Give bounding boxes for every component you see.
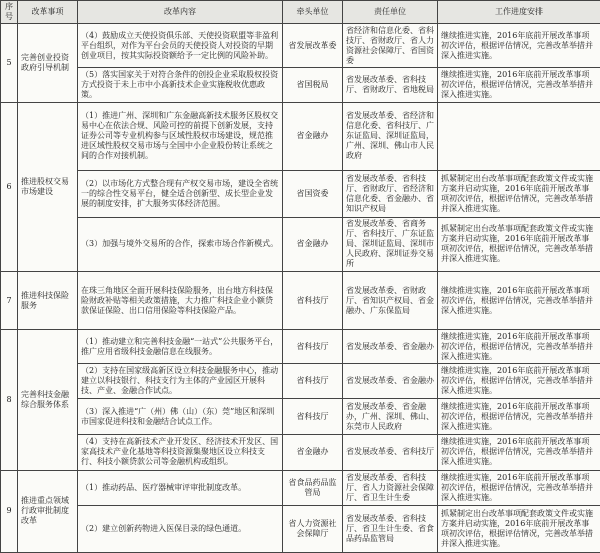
- progress-plan: 抓紧制定出台改革事项配套政策文件或实施方案并启动实施，2016年底前开展改革事项初次评估，根据评估情况，完善改革举措并深入推进实施。: [438, 505, 600, 552]
- reform-content: （4）支持在高新技术产业开发区、经济技术开发区、国家高技术产业化基地等科技资源集聚地区设立科技支行、科技小额贷款公司等金融机构或组织。: [78, 435, 283, 471]
- responsible-units: 省发展改革委、省科技厅、省财政厅、省经济和信息化委、省金融办、省知识产权局: [343, 170, 438, 217]
- lead-unit: 省人力资源社会保障厅: [283, 505, 343, 552]
- reform-item: 完善科技金融综合服务体系: [18, 330, 78, 470]
- header-item: 改革事项: [18, 1, 78, 24]
- header-progress: 工作进度安排: [438, 1, 600, 24]
- progress-plan: 抓紧制定出台改革事项配套政策文件或实施方案并启动实施，2016年底前开展改革事项初次评估，根据评估情况，完善改革举措并深入推进实施。: [438, 170, 600, 217]
- reform-content: （5）落实国家关于对符合条件的创投企业采取股权投资方式投资于未上市中小高新技术企业实施税收优惠政策。: [78, 68, 283, 103]
- table-row: [1, 399, 600, 435]
- reform-content: （3）加强与境外交易所的合作，探索市场合作新模式。: [78, 217, 283, 271]
- progress-plan: [438, 102, 600, 170]
- responsible-units: 省发展改革委、省金融办，广州、深圳、佛山、东莞市人民政府: [343, 399, 438, 435]
- row-number: 5: [1, 24, 18, 103]
- reform-item: 完善创业投资政府引导机制: [18, 24, 78, 103]
- reform-content: （1）推进广州、深圳和广东金融高新技术服务区股权交易中心在依法合规、风险可控的前提下创新发展，支持证券公司等专业机构参与区域性股权市场建设，规范推进区域性股权交易市场与全国中小企业股份转让系统之间的合作对接机制。: [78, 102, 283, 170]
- row-number: 6: [1, 102, 18, 271]
- header-resp: 责任单位: [343, 1, 438, 24]
- responsible-units: 省发展改革委、省科技厅、省卫生计生委、省食品药品监管局: [343, 505, 438, 552]
- header-no: 序号: [1, 1, 18, 24]
- row-number: 7: [1, 272, 18, 330]
- table-row: [1, 435, 600, 471]
- progress-plan: 继续推进实施，2016年底前开展改革事项初次评估，根据评估情况，完善改革举措并深入推进实施。: [438, 399, 600, 435]
- responsible-units: 省经济和信息化委、省科技厅、省财政厅、省人力资源社会保障厅、省国资委: [343, 24, 438, 68]
- lead-unit: 省国税局: [283, 68, 343, 103]
- table-row: [1, 330, 600, 364]
- header-lead: 牵头单位: [283, 1, 343, 24]
- lead-unit: 省国资委: [283, 170, 343, 217]
- progress-plan: 继续推进实施，2016年底前开展改革事项初次评估，根据评估情况，完善改革举措并深入推进实施。: [438, 470, 600, 505]
- progress-plan: 继续推进实施，2016年底前开展改革事项初次评估，根据评估情况，完善改革举措并深入推进实施。: [438, 364, 600, 399]
- table-row: [1, 217, 600, 271]
- reform-content: （3）深入推进“广（州）佛（山）（东）莞”地区和深圳市国家促进科技和金融结合试点工作。: [78, 399, 283, 435]
- table-row: [1, 102, 600, 170]
- reform-content: （1）推动建立和完善科技金融“一站式”公共服务平台，推广应用省级科技金融信息在线服务。: [78, 330, 283, 364]
- reform-content: （2）以市场化方式整合现有产权交易市场，建设全省统一的综合性交易平台，健全适合创新型、成长型企业发展的制度安排，扩大服务实体经济范围。: [78, 170, 283, 217]
- responsible-units: 省发展改革委、省科技厅、省财政厅、省地税局: [343, 68, 438, 103]
- progress-plan: 继续推进实施，2016年底前开展改革事项初次评估，根据评估情况，完善改革举措并深入推进实施。: [438, 435, 600, 471]
- lead-unit: 省食品药品监管局: [283, 470, 343, 505]
- responsible-units: 省发展改革委、省财政厅、省知识产权局、省金融办、广东保监局: [343, 272, 438, 330]
- header-content: 改革内容: [78, 1, 283, 24]
- responsible-units: 省发展改革委、省科技厅、省人力资源社会保障厅、省卫生计生委: [343, 470, 438, 505]
- lead-unit: 省科技厅: [283, 272, 343, 330]
- reform-content: （4）鼓励成立天使投资俱乐部、天使投资联盟等非盈利平台组织，对作为平台会员的天使投资人对投资的早期创业项目，按其实际投资额给予一定比例的风险补助。: [78, 24, 283, 68]
- table-row: [1, 364, 600, 399]
- lead-unit: 省发展改革委: [283, 24, 343, 68]
- row-number: 9: [1, 470, 18, 552]
- lead-unit: 省金融办: [283, 435, 343, 471]
- reform-content: 在珠三角地区全面开展科技保险服务，出台地方科技保险财政补贴等相关政策措施，大力推广科技企业小额贷款保证保险、出口信用保险等科技保险产品。: [78, 272, 283, 330]
- responsible-units: 省发展改革委、省金融办: [343, 330, 438, 364]
- progress-plan: 继续推进实施，2016年底前开展改革事项初次评估，根据评估情况，完善改革举措并深入推进实施。: [438, 24, 600, 68]
- table-row: [1, 24, 600, 68]
- progress-plan: 继续推进实施，2016年底前开展改革事项初次评估，根据评估情况，完善改革举措并深入推进实施。: [438, 272, 600, 330]
- header-row: [1, 1, 600, 24]
- reform-content: （1）推动药品、医疗器械审评审批制度改革。: [78, 470, 283, 505]
- reform-item: 推进科技保险服务: [18, 272, 78, 330]
- table-row: [1, 68, 600, 103]
- table-row: [1, 505, 600, 552]
- row-number: 8: [1, 330, 18, 470]
- reform-item: 推进股权交易市场建设: [18, 102, 78, 271]
- lead-unit: 省科技厅: [283, 399, 343, 435]
- table-row: [1, 470, 600, 505]
- lead-unit: 省金融办: [283, 217, 343, 271]
- progress-plan: 继续推进实施，2016年底前开展改革事项初次评估，根据评估情况，完善改革举措并深入推进实施。: [438, 330, 600, 364]
- responsible-units: 省发展改革委、省商务厅、省科技厅、广东证监局、深圳证监局、深圳市人民政府、深圳证券交易所: [343, 217, 438, 271]
- progress-plan: 继续推进实施，2016年底前开展改革事项初次评估，根据评估情况，完善改革举措并深入推进实施。: [438, 68, 600, 103]
- table-row: [1, 170, 600, 217]
- lead-unit: 省科技厅: [283, 364, 343, 399]
- progress-plan: 抓紧制定出台改革事项配套政策文件或实施方案并启动实施，2016年底前开展改革事项初次评估，根据评估情况，完善改革举措并深入推进实施。: [438, 217, 600, 271]
- responsible-units: 省发展改革委、省经济和信息化委、省科技厅、广东证监局、深圳证监局，广州、深圳、佛山市人民政府: [343, 102, 438, 170]
- reform-item: 推进重点领域行政审批制度改革: [18, 470, 78, 552]
- lead-unit: 省金融办: [283, 102, 343, 170]
- reform-content: （2）支持在国家级高新区设立科技金融服务中心，推动建立以科技银行、科技支行为主体的产业园区开展科技、产业、金融合作试点。: [78, 364, 283, 399]
- responsible-units: 省发展改革委、省金融办: [343, 364, 438, 399]
- responsible-units: 省发展改革委、省科技厅: [343, 435, 438, 471]
- table-row: [1, 272, 600, 330]
- reform-content: （2）建立创新药物进入医保目录的绿色通道。: [78, 505, 283, 552]
- lead-unit: 省科技厅: [283, 330, 343, 364]
